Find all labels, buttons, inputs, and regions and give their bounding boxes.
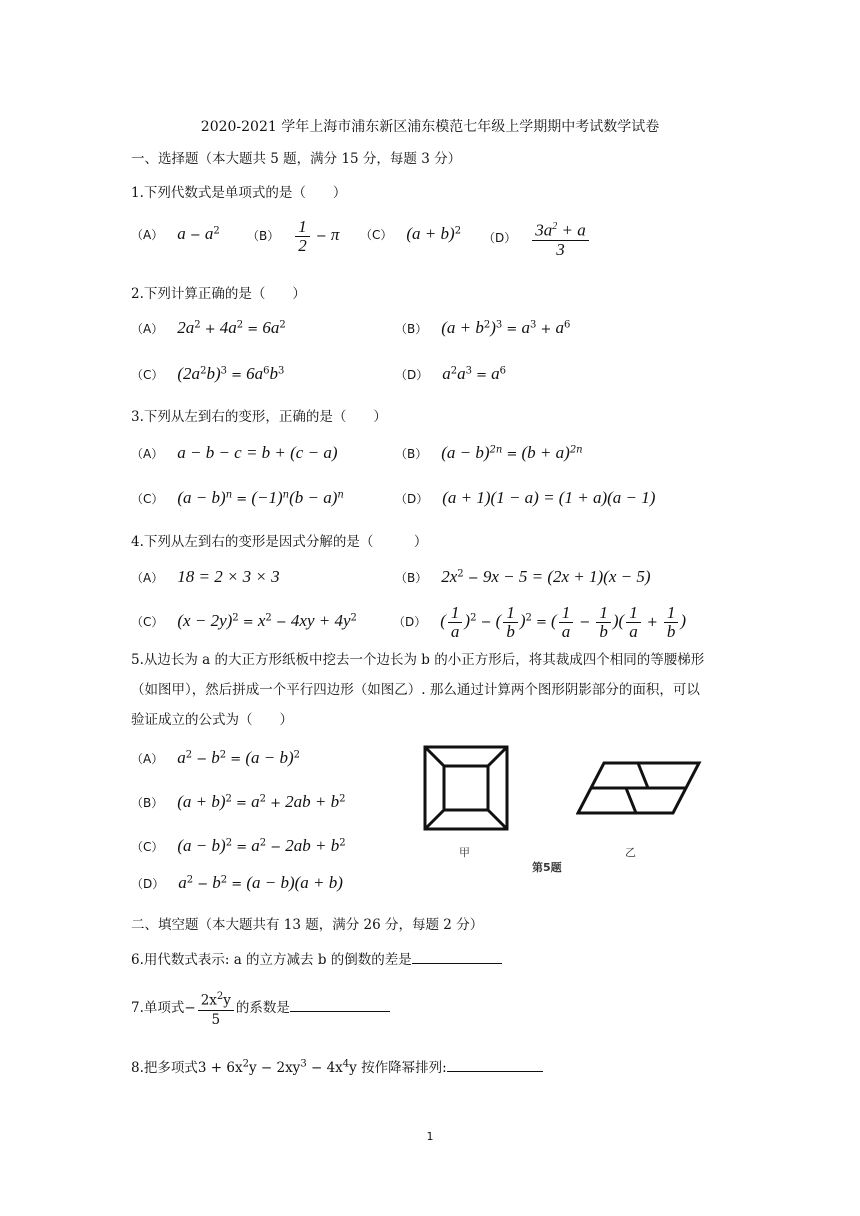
- q3-option-d: （D） (a + 1)(1 − a) = (1 + a)(a − 1): [395, 488, 656, 507]
- question-4-stem: 4.下列从左到右的变形是因式分解的是（ ）: [131, 534, 428, 550]
- q1-option-d: （D） $\frac{3a^2 + a}{3}$: [483, 218, 591, 259]
- page-number: 1: [426, 1130, 434, 1143]
- question-7: 7.单项式− $\frac{2x^2y}{5}$ 的系数是: [131, 988, 390, 1029]
- q1-option-a: （A） $a - a^2$: [131, 224, 220, 243]
- q4-option-d: （D） ( $\frac{1}{a}$ )$^2$ − ( $\frac{1}{b}$ )$^2$ = ( $\frac{1}{a}$ − $\frac{1}{b}$ )( $\frac{1}{a}$ + $\frac{1}{b}$ ): [393, 603, 687, 641]
- figure-jia-square: [423, 745, 509, 831]
- page-title: 2020-2021 学年上海市浦东新区浦东模范七年级上学期期中考试数学试卷: [200, 119, 660, 135]
- q5-option-c: （C） $(a - b)^2 = a^2 - 2ab + b^2$: [131, 836, 346, 855]
- q4-option-b: （B） $2x^2 - 9x - 5 = (2x + 1)(x - 5)$: [395, 567, 651, 586]
- q1-option-c: （C） $(a + b)^2$: [360, 224, 462, 243]
- q4-option-c: （C） $(x - 2y)^2 = x^2 - 4xy + 4y^2$: [131, 611, 357, 630]
- q2-option-d: （D） $a^2a^3 = a^6$: [395, 364, 507, 383]
- answer-blank: [412, 951, 502, 964]
- figure-yi-label: 乙: [625, 846, 636, 859]
- q2-option-c: （C） $(2a^2b)^3 = 6a^6b^3$: [131, 364, 285, 383]
- figure-yi-parallelogram: [576, 760, 702, 816]
- q1-option-b: （B） $\frac{1}{2}$ − π: [247, 217, 340, 255]
- section-1-heading: 一、选择题（本大题共 5 题，满分 15 分，每题 3 分）: [131, 151, 462, 167]
- question-8: 8.把多项式$3 + 6x^2y - 2xy^3 - 4x^4y$ 按作降幂排列:: [131, 1056, 543, 1076]
- q3-option-a: （A） a − b − c = b + (c − a): [131, 443, 338, 462]
- question-5-stem-line2: （如图甲），然后拼成一个平行四边形（如图乙）. 那么通过计算两个图形阴影部分的面积，可以: [131, 682, 700, 698]
- q5-option-b: （B） $(a + b)^2 = a^2 + 2ab + b^2$: [131, 792, 346, 811]
- question-3-stem: 3.下列从左到右的变形，正确的是（ ）: [131, 409, 387, 425]
- question-2-stem: 2.下列计算正确的是（ ）: [131, 286, 306, 302]
- q5-option-a: （A） $a^2 - b^2 = (a - b)^2$: [131, 748, 300, 767]
- q2-option-a: （A） $2a^2 + 4a^2 = 6a^2$: [131, 318, 286, 337]
- question-5-stem-line1: 5.从边长为 a 的大正方形纸板中挖去一个边长为 b 的小正方形后，将其裁成四个相同的等腰梯形: [131, 652, 705, 668]
- q5-option-d: （D） $a^2 - b^2 = (a - b)(a + b)$: [131, 873, 343, 892]
- q2-option-b: （B） $(a + b^2)^3 = a^3 + a^6$: [395, 318, 571, 337]
- figure-caption: 第5题: [532, 861, 562, 874]
- q3-option-b: （B） $(a - b)^{2n} = (b + a)^{2n}$: [395, 443, 583, 462]
- section-2-heading: 二、填空题（本大题共有 13 题，满分 26 分，每题 2 分）: [131, 917, 484, 933]
- figure-jia-label: 甲: [459, 846, 470, 859]
- question-1-stem: 1.下列代数式是单项式的是（ ）: [131, 185, 347, 201]
- question-6: 6.用代数式表示: a 的立方减去 b 的倒数的差是: [131, 948, 502, 968]
- question-5-stem-line3: 验证成立的公式为（ ）: [131, 712, 293, 728]
- answer-blank: [447, 1059, 543, 1072]
- answer-blank: [290, 999, 390, 1012]
- q4-option-a: （A） 18 = 2 × 3 × 3: [131, 567, 280, 586]
- q3-option-c: （C） $(a - b)^n = (-1)^n(b - a)^n$: [131, 488, 344, 507]
